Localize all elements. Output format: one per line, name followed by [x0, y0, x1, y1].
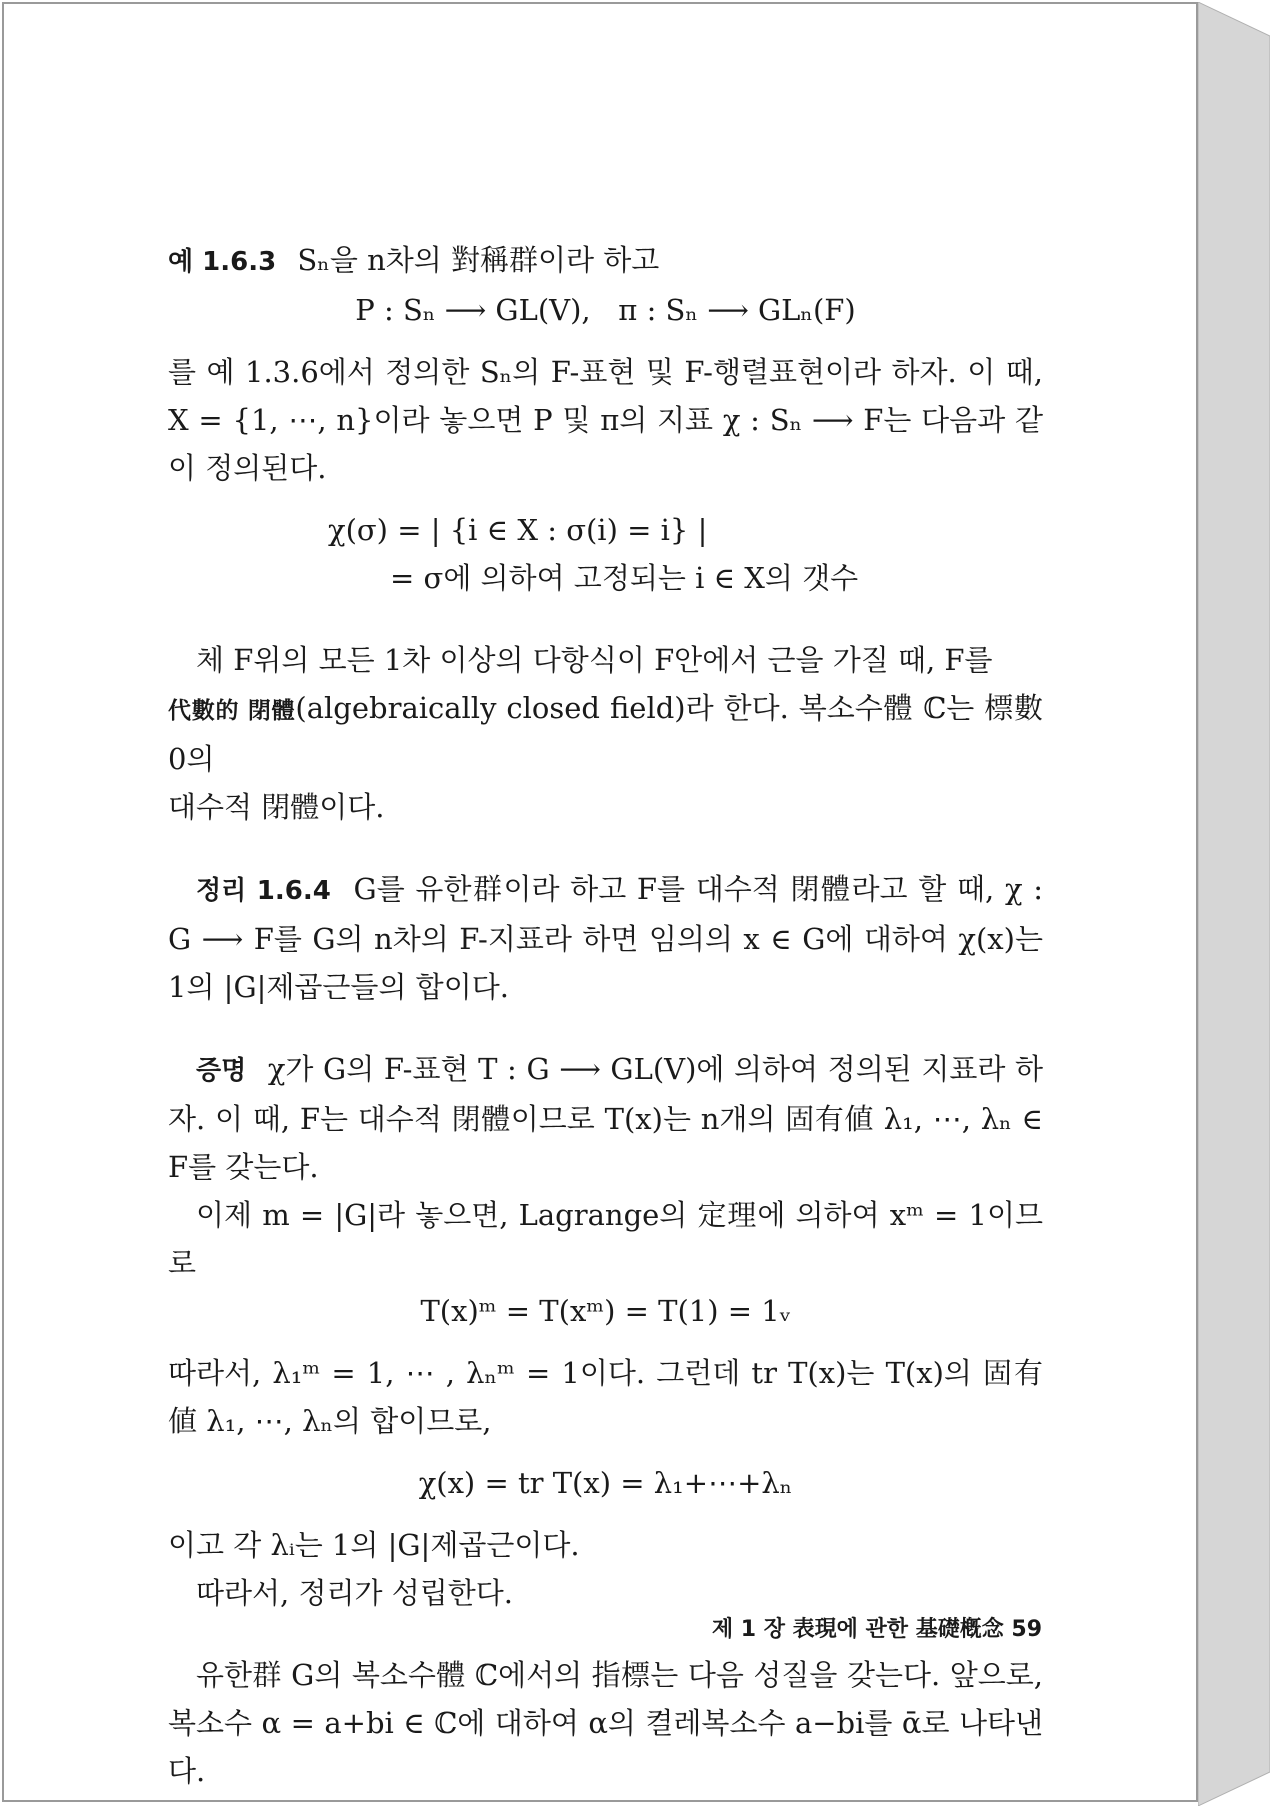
proof-text-1: χ가 G의 F-표현 T : G ⟶ GL(V)에 의하여 정의된 지표라 하자. 이 때, F는 대수적 閉體이므로 T(x)는 n개의 固有値 λ₁, ⋯, λₙ ∈ F를 갖는다.	[168, 1052, 1044, 1184]
page-content	[168, 222, 1043, 1795]
closed-field-text: (algebraically closed field)라 한다. 복소수體 ℂ는 標數 0의	[168, 691, 1043, 776]
example-1-6-3-intro	[168, 236, 1043, 286]
proof-paragraph-2: 이제 m = |G|라 놓으면, Lagrange의 定理에 의하여 xᵐ = 1이므로	[168, 1198, 1043, 1280]
page-edge-shadow	[1198, 2, 1270, 1806]
proof-conclusion: 따라서, 정리가 성립한다.	[196, 1576, 514, 1610]
closed-field-term: 代數的 閉體	[168, 698, 296, 724]
closed-field-line3: 대수적 閉體이다.	[168, 790, 385, 824]
theorem-1-6-4-text: G를 유한群이라 하고 F를 대수적 閉體라고 할 때, χ : G ⟶ F를 G의 n차의 F-지표라 하면 임의의 x ∈ G에 대하여 χ(x)는 1의 |G|제곱근들의 합이다.	[168, 872, 1044, 1004]
proof-paragraph-4: 이고 각 λᵢ는 1의 |G|제곱근이다.	[168, 1528, 580, 1562]
closed-field-line1: 체 F위의 모든 1차 이상의 다항식이 F안에서 근을 가질 때, F를	[196, 643, 993, 677]
proof-paragraph-3: 따라서, λ₁ᵐ = 1, ⋯ , λₙᵐ = 1이다. 그런데 tr T(x)는 T(x)의 固有値 λ₁, ⋯, λₙ의 합이므로,	[168, 1356, 1043, 1438]
proof-equation-1: T(x)ᵐ = T(xᵐ) = T(1) = 1ᵥ	[420, 1294, 791, 1328]
example-1-6-3-text: Sₙ을 n차의 對稱群이라 하고	[297, 243, 660, 277]
example-1-6-3-equation: P : Sₙ ⟶ GL(V), π : Sₙ ⟶ GLₙ(F)	[355, 293, 856, 327]
proof-equation-2: χ(x) = tr T(x) = λ₁+⋯+λₙ	[418, 1466, 793, 1500]
theorem-1-6-4	[168, 865, 1043, 1011]
final-paragraph: 유한群 G의 복소수體 ℂ에서의 指標는 다음 성질을 갖는다. 앞으로, 복소수 α = a+bi ∈ ℂ에 대하여 α의 켤레복소수 a−bi를 ᾱ로 나타낸다.	[168, 1658, 1043, 1788]
character-definition-line2: = σ에 의하여 고정되는 i ∈ X의 갯수	[390, 561, 859, 595]
theorem-1-6-4-heading: 정리 1.6.4	[196, 876, 331, 906]
proof-heading: 증명	[196, 1056, 247, 1086]
example-1-6-3-heading: 예 1.6.3	[168, 247, 277, 277]
example-1-6-3-paragraph: 를 예 1.3.6에서 정의한 Sₙ의 F-표현 및 F-행렬표현이라 하자. 이 때, X = {1, ⋯, n}이라 놓으면 P 및 π의 지표 χ : Sₙ ⟶ F는 다음과 같이 정의된다.	[168, 355, 1043, 485]
character-definition-line1: χ(σ) = | {i ∈ X : σ(i) = i} |	[328, 513, 708, 547]
proof-paragraph-1	[168, 1045, 1043, 1191]
running-footer: 제 1 장 表現에 관한 基礎槪念 59	[711, 1617, 1042, 1642]
closed-field-line2	[168, 684, 1043, 783]
